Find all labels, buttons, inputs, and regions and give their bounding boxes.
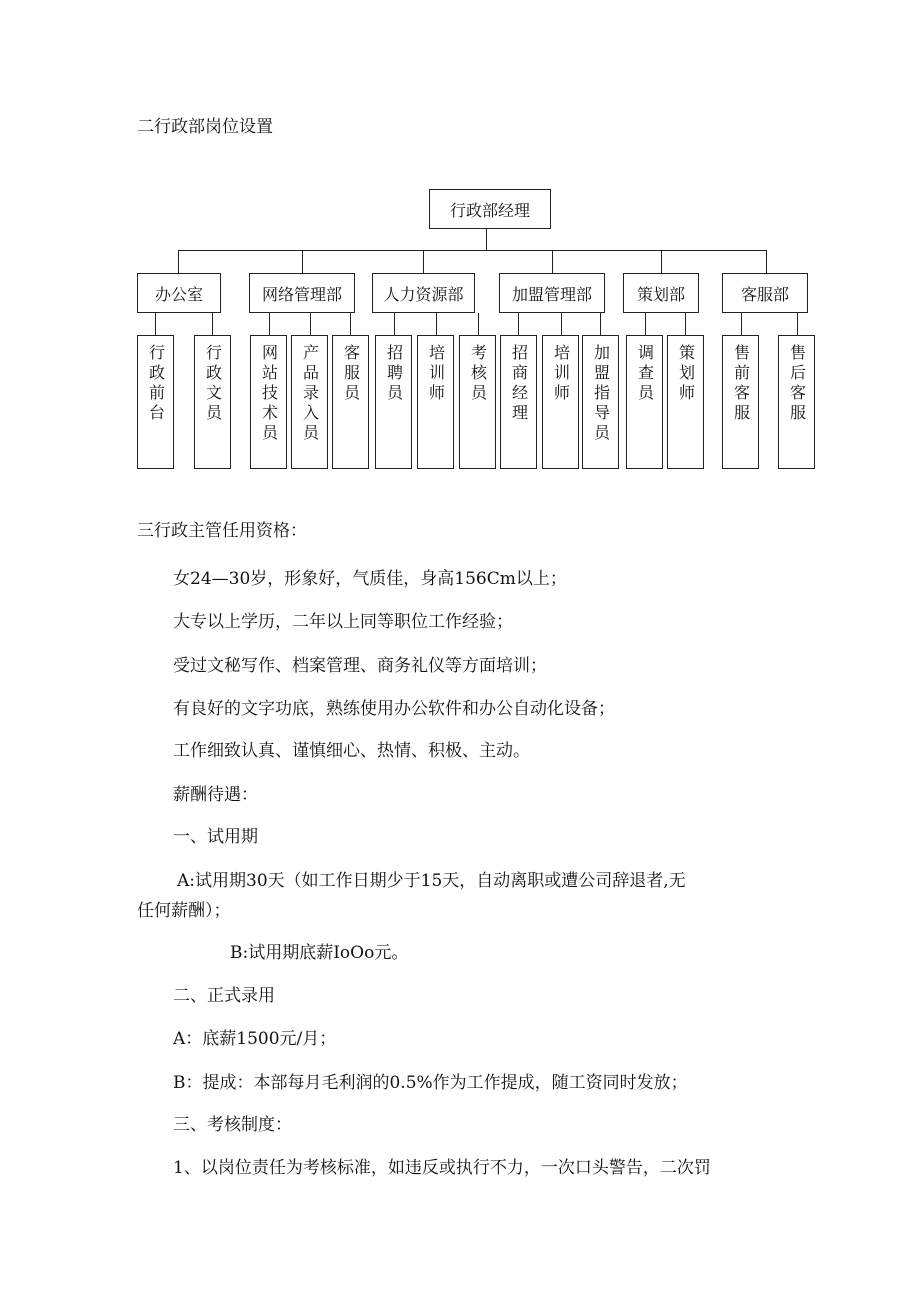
qualification-item: 大专以上学历，二年以上同等职位工作经验；: [173, 612, 513, 632]
role-stem-line: [741, 313, 742, 335]
dept-bus-line: [178, 250, 767, 251]
role-node: [722, 335, 759, 469]
role-stem-line: [645, 313, 646, 335]
role-label: 网站技术员: [259, 344, 279, 444]
role-stem-line: [685, 313, 686, 335]
role-stem-line: [518, 313, 519, 335]
role-node: [582, 335, 619, 469]
qualification-item: 受过文秘写作、档案管理、商务礼仪等方面培训；: [173, 656, 547, 676]
dept-node: 办公室: [137, 273, 221, 313]
probation-title: 一、试用期: [173, 827, 258, 847]
formal-title: 二、正式录用: [173, 986, 275, 1006]
qualification-item: 女24—30岁，形象好，气质佳，身高156Cm以上；: [173, 569, 567, 589]
salary-heading: 薪酬待遇：: [173, 785, 258, 805]
role-stem-line: [797, 313, 798, 335]
assessment-item: 1、以岗位责任为考核标准，如违反或执行不力，一次口头警告，二次罚: [173, 1158, 711, 1178]
role-node: [417, 335, 454, 469]
role-label: 行政前台: [146, 344, 166, 424]
role-label: 培训师: [551, 344, 571, 404]
role-node: [332, 335, 369, 469]
qualification-item: 工作细致认真、谨慎细心、热情、积极、主动。: [173, 741, 530, 761]
role-label: 售后客服: [787, 344, 807, 424]
role-node: [291, 335, 328, 469]
assessment-heading: 三、考核制度：: [173, 1115, 292, 1135]
role-stem-line: [212, 313, 213, 335]
role-stem-line: [310, 313, 311, 335]
dept-node: 加盟管理部: [499, 273, 605, 313]
dept-stem-line: [766, 250, 767, 273]
role-stem-line: [155, 313, 156, 335]
role-node: [542, 335, 579, 469]
role-label: 产品录入员: [300, 344, 320, 444]
role-label: 招商经理: [509, 344, 529, 424]
probation-a-line1: A:试用期30天（如工作日期少于15天，自动离职或遭公司辞退者,无: [177, 871, 686, 891]
role-stem-line: [394, 313, 395, 335]
role-stem-line: [600, 313, 601, 335]
qualifications-heading: 三行政主管任用资格：: [137, 521, 307, 541]
dept-stem-line: [552, 250, 553, 273]
role-label: 售前客服: [731, 344, 751, 424]
role-stem-line: [561, 313, 562, 335]
dept-stem-line: [423, 250, 424, 273]
dept-stem-line: [178, 250, 179, 273]
role-label: 调查员: [635, 344, 655, 404]
dept-node: 人力资源部: [372, 273, 475, 313]
role-label: 培训师: [426, 344, 446, 404]
role-stem-line: [269, 313, 270, 335]
role-label: 加盟指导员: [591, 344, 611, 444]
formal-b: B：提成：本部每月毛利润的0.5%作为工作提成，随工资同时发放；: [173, 1073, 688, 1093]
dept-node: 策划部: [623, 273, 699, 313]
role-stem-line: [436, 313, 437, 335]
role-stem-line: [350, 313, 351, 335]
role-node: [778, 335, 815, 469]
role-label: 招聘员: [384, 344, 404, 404]
probation-a-line2: 任何薪酬）；: [137, 901, 231, 921]
role-label: 策划师: [676, 344, 696, 404]
role-node: [250, 335, 287, 469]
dept-stem-line: [661, 250, 662, 273]
role-label: 客服员: [341, 344, 361, 404]
dept-stem-line: [302, 250, 303, 273]
role-node: [667, 335, 704, 469]
formal-a: A：底薪1500元/月；: [173, 1029, 337, 1049]
role-node: [375, 335, 412, 469]
role-label: 行政文员: [203, 344, 223, 424]
role-node: [500, 335, 537, 469]
dept-node: 网络管理部: [249, 273, 355, 313]
probation-b: B:试用期底薪IoOo元。: [230, 943, 409, 963]
section-title: 二行政部岗位设置: [137, 117, 273, 137]
role-label: 考核员: [468, 344, 488, 404]
root-stem-line: [486, 229, 487, 250]
role-node: [459, 335, 496, 469]
role-node: [194, 335, 231, 469]
role-node: [626, 335, 663, 469]
role-node: [137, 335, 174, 469]
qualification-item: 有良好的文字功底，熟练使用办公软件和办公自动化设备；: [173, 699, 615, 719]
role-stem-line: [478, 313, 479, 335]
dept-node: 客服部: [722, 273, 808, 313]
org-root-node: 行政部经理: [429, 189, 551, 229]
